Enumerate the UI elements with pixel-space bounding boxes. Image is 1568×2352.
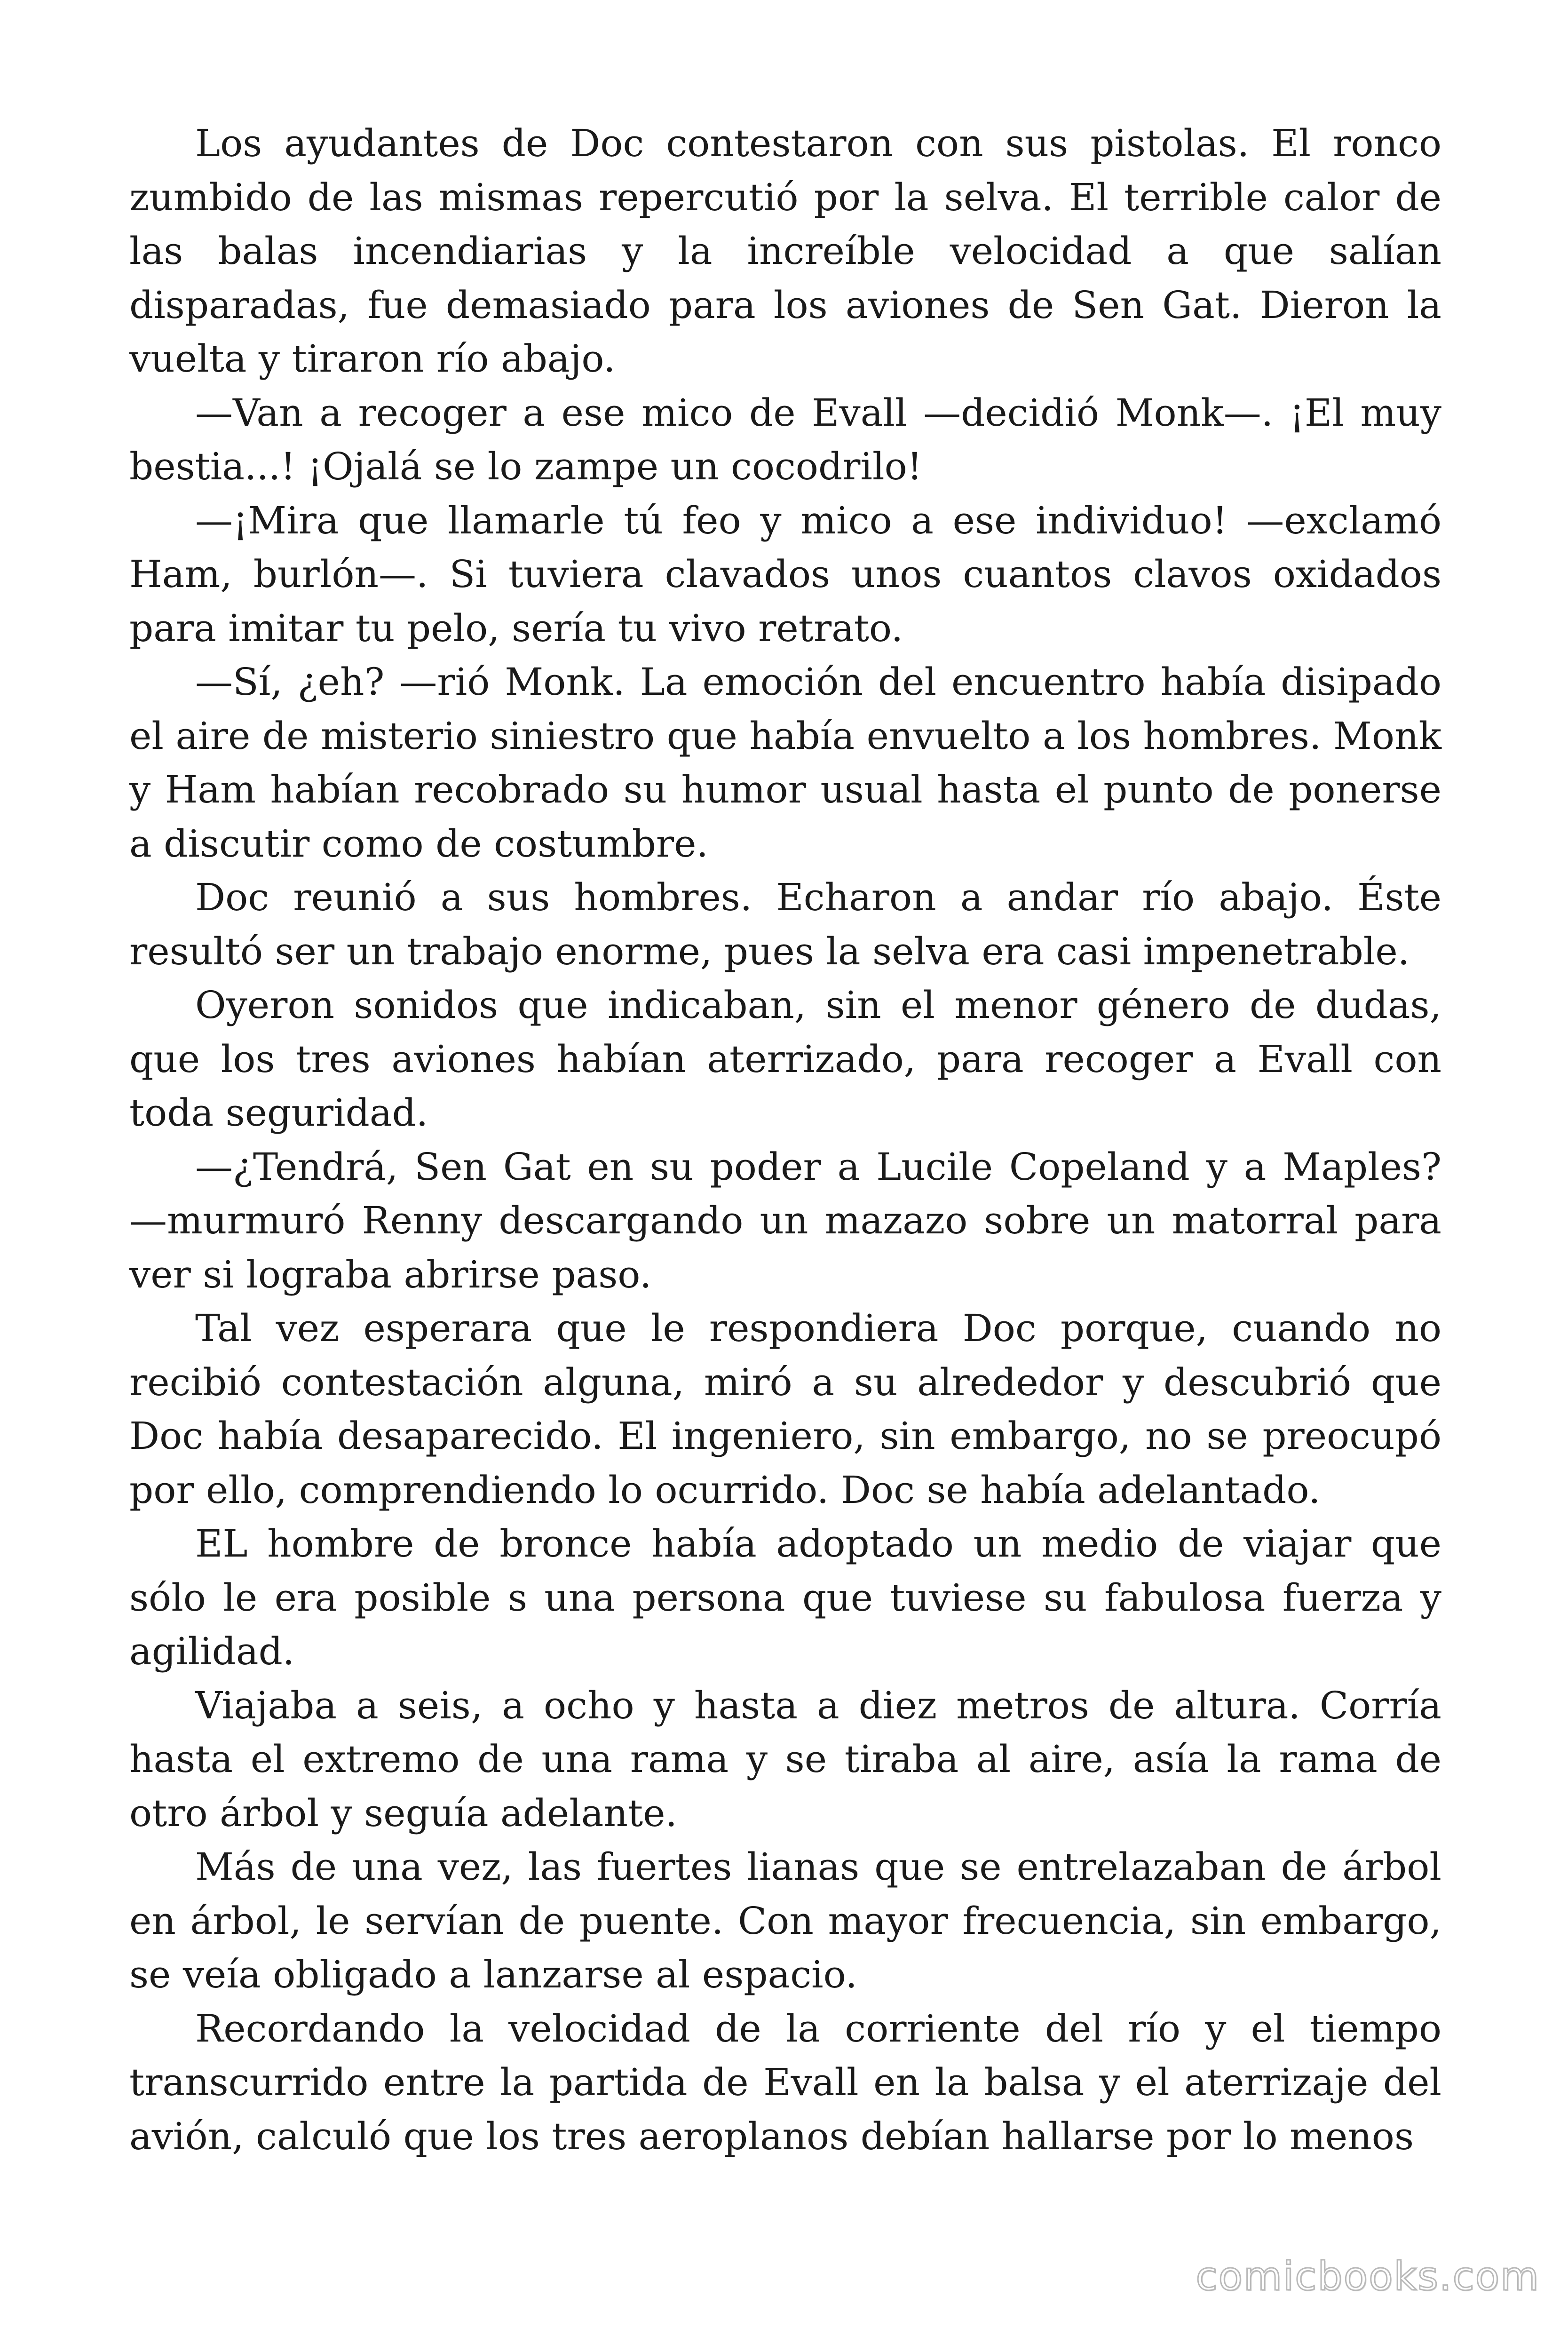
watermark-logo: comicbooks.com [1196, 2253, 1540, 2299]
paragraph-3: —¡Mira que llamarle tú feo y mico a ese individuo! —exclamó Ham, burlón—. Si tuviera clavados unos cuantos clavos oxidados para imitar tu pelo, sería tu vivo retrato. [129, 498, 1441, 650]
paragraph-1: Los ayudantes de Doc contestaron con sus pistolas. El ronco zumbido de las mismas repercutió por la selva. El terrible calor de las balas incendiarias y la increíble velocidad a que salían disparadas, fue demasiado para los aviones de Sen Gat. Dieron la vuelta y tiraron río abajo. [129, 121, 1441, 381]
paragraph-6: Oyeron sonidos que indicaban, sin el menor género de dudas, que los tres aviones habían aterrizado, para recoger a Evall con toda seguridad. [129, 983, 1441, 1135]
paragraph-4: —Sí, ¿eh? —rió Monk. La emoción del encuentro había disipado el aire de misterio siniestro que había envuelto a los hombres. Monk y Ham habían recobrado su humor usual hasta el punto de ponerse a discutir como de costumbre. [129, 660, 1441, 866]
paragraph-2: —Van a recoger a ese mico de Evall —decidió Monk—. ¡El muy bestia...! ¡Ojalá se lo zampe un cocodrilo! [129, 390, 1441, 488]
paragraph-10: Viajaba a seis, a ocho y hasta a diez metros de altura. Corría hasta el extremo de una rama y se tiraba al aire, asía la rama de otro árbol y seguía adelante. [129, 1683, 1441, 1835]
page-body-text [129, 117, 1441, 2163]
paragraph-11: Más de una vez, las fuertes lianas que se entrelazaban de árbol en árbol, le servían de puente. Con mayor frecuencia, sin embargo, se veía obligado a lanzarse al espacio. [129, 1845, 1441, 1996]
paragraph-5: Doc reunió a sus hombres. Echaron a andar río abajo. Éste resultó ser un trabajo enorme, pues la selva era casi impenetrable. [129, 875, 1441, 973]
paragraph-7: —¿Tendrá, Sen Gat en su poder a Lucile Copeland y a Maples? —murmuró Renny descargando un mazazo sobre un matorral para ver si lograba abrirse paso. [129, 1144, 1441, 1296]
paragraph-12: Recordando la velocidad de la corriente del río y el tiempo transcurrido entre la partida de Evall en la balsa y el aterrizaje del avión, calculó que los tres aeroplanos debían hallarse por lo menos [129, 2006, 1441, 2158]
paragraph-8: Tal vez esperara que le respondiera Doc porque, cuando no recibió contestación alguna, miró a su alrededor y descubrió que Doc había desaparecido. El ingeniero, sin embargo, no se preocupó por ello, comprendiendo lo ocurrido. Doc se había adelantado. [129, 1306, 1441, 1512]
paragraph-9: EL hombre de bronce había adoptado un medio de viajar que sólo le era posible s una persona que tuviese su fabulosa fuerza y agilidad. [129, 1522, 1441, 1673]
